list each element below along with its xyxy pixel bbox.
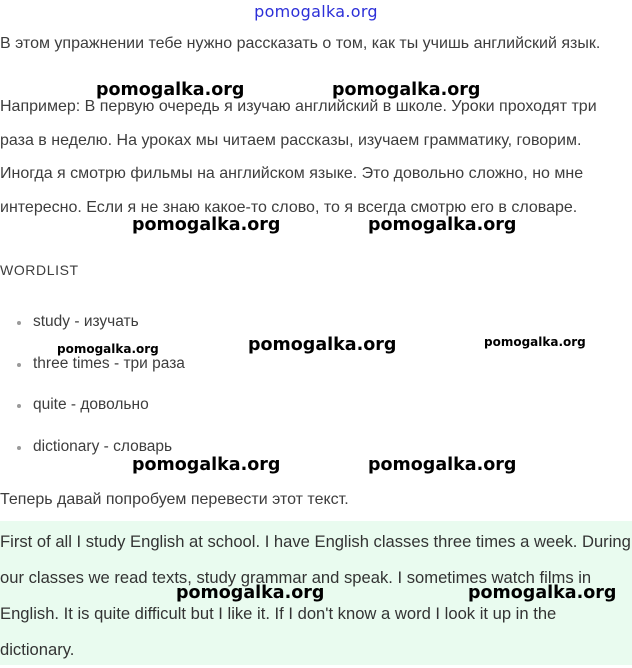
watermark-text: pomogalka.org xyxy=(132,455,281,475)
watermark-text: pomogalka.org xyxy=(132,215,281,235)
watermark-text: pomogalka.org xyxy=(176,583,325,603)
watermark-text: pomogalka.org xyxy=(248,335,397,355)
translate-prompt: Теперь давай попробуем перевести этот текст. xyxy=(0,491,349,508)
wordlist-item: dictionary - словарь xyxy=(0,430,185,472)
watermark-text: pomogalka.org xyxy=(484,335,586,349)
watermark-text: pomogalka.org xyxy=(57,342,159,356)
header-watermark: pomogalka.org xyxy=(254,2,378,21)
watermark-text: pomogalka.org xyxy=(368,455,517,475)
watermark-text: pomogalka.org xyxy=(368,215,517,235)
answer-text: First of all I study English at school. I have English classes three times a week. During our classes we read texts, study grammar and speak. I sometimes watch films in English. It is quite difficult but I like it. If I don't know a word I look it up in the dictionary. xyxy=(0,532,631,659)
watermark-text: pomogalka.org xyxy=(332,80,481,100)
example-paragraph: Например: В первую очередь я изучаю английский в школе. Уроки проходят три раза в неделю. На уроках мы читаем рассказы, изучаем грамматику, говорим. Иногда я смотрю фильмы на английском языке. Это довольно сложно, но мне интересно. Если я не знаю какое-то слово, то я всегда смотрю его в словаре. xyxy=(0,98,597,216)
watermark-text: pomogalka.org xyxy=(468,583,617,603)
wordlist-item: quite - довольно xyxy=(0,388,185,430)
intro-paragraph: В этом упражнении тебе нужно рассказать о том, как ты учишь английский язык. xyxy=(0,35,601,52)
wordlist-item: study - изучать xyxy=(0,305,185,347)
watermark-text: pomogalka.org xyxy=(96,80,245,100)
wordlist-item: three times - три раза xyxy=(0,347,185,389)
wordlist xyxy=(0,305,185,472)
wordlist-title: WORDLIST xyxy=(0,262,79,278)
